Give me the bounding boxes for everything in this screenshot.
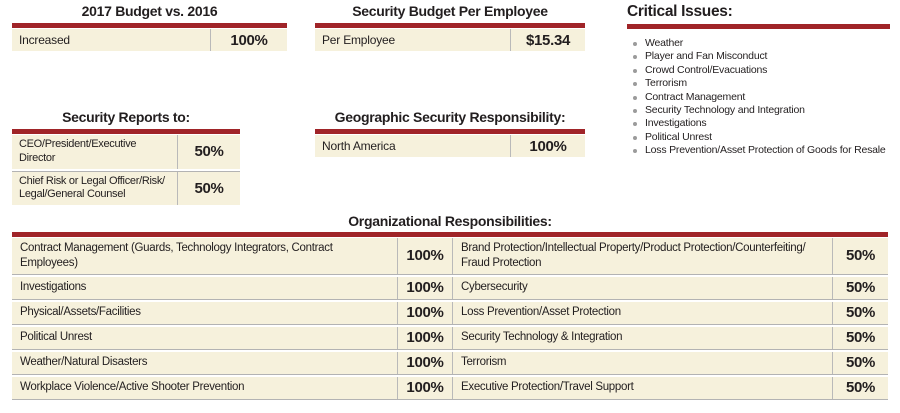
- list-item: [627, 131, 890, 144]
- bullet-icon: [633, 109, 637, 113]
- row-value: 100%: [510, 135, 585, 157]
- row-value: $15.34: [510, 29, 585, 51]
- reports-to-panel-title: Security Reports to:: [62, 109, 190, 125]
- panel-budget-per-employee: [315, 3, 585, 51]
- list-item: [627, 91, 890, 104]
- left-label: Workplace Violence/​Active Shooter Prevention: [20, 381, 245, 394]
- left-value: 100%: [397, 327, 452, 349]
- left-label: Weather/​Natural Disasters: [20, 356, 148, 369]
- red-divider-bar: [315, 129, 585, 134]
- list-item: [627, 50, 890, 63]
- list-item-label: Weather: [645, 37, 684, 49]
- list-item-label: Terrorism: [645, 77, 687, 90]
- list-item-label: Investigations: [645, 117, 707, 130]
- right-value: 50%: [832, 327, 888, 349]
- table-row: [12, 135, 240, 169]
- left-label: Physical/​Assets/​Facilities: [20, 306, 141, 319]
- per-employee-panel-title: Security Budget Per Employee: [352, 3, 548, 19]
- right-label: Brand Protection/​Intellectual Property/​Product Protection/​Counterfeiting/​Fraud Protection: [452, 238, 832, 274]
- critical-issues-list: [627, 37, 890, 158]
- org-responsibilities-title: Organizational Responsibilities:: [348, 213, 552, 229]
- bullet-icon: [633, 122, 637, 126]
- bullet-icon: [633, 136, 637, 140]
- list-item-label: Loss Prevention/​Asset Protection of Goods for Resale: [645, 144, 886, 157]
- table-row: [12, 352, 888, 375]
- critical-issues-title: Critical Issues:: [627, 3, 733, 20]
- table-row: [12, 377, 888, 400]
- red-divider-bar: [12, 23, 287, 28]
- row-label: North America: [322, 138, 396, 153]
- left-value: 100%: [397, 238, 452, 274]
- left-label: Investigations: [20, 281, 87, 294]
- left-label: Contract Management (Guards, Technology Integrators, Contract Employees): [20, 242, 333, 269]
- bullet-icon: [633, 69, 637, 73]
- table-row: [315, 135, 585, 157]
- left-value: 100%: [397, 277, 452, 299]
- left-value: 100%: [397, 302, 452, 324]
- table-row: [12, 302, 888, 325]
- red-divider-bar: [12, 129, 240, 134]
- list-item-label: Contract Management: [645, 90, 746, 103]
- list-item: [627, 104, 890, 117]
- table-row: [315, 29, 585, 51]
- list-item: [627, 77, 890, 90]
- row-label: Chief Risk or Legal Officer/​Risk/​Legal/​General Counsel: [19, 174, 165, 201]
- red-divider-bar: [627, 24, 890, 29]
- bullet-icon: [633, 149, 637, 153]
- panel-critical-issues: [627, 3, 890, 158]
- red-divider-bar: [12, 232, 888, 237]
- right-value: 50%: [832, 238, 888, 274]
- table-row: [12, 277, 888, 300]
- row-label: CEO/​President/​Executive Director: [19, 138, 137, 164]
- bullet-icon: [633, 82, 637, 86]
- list-item-label: Crowd Control/​Evacuations: [645, 63, 768, 76]
- row-value: 100%: [210, 29, 287, 51]
- list-item-label: Political Unrest: [645, 130, 712, 143]
- geographic-panel-title: Geographic Security Responsibility:: [334, 109, 566, 125]
- bullet-icon: [633, 42, 637, 46]
- table-row: [12, 29, 287, 51]
- left-value: 100%: [397, 377, 452, 399]
- right-value: 50%: [832, 277, 888, 299]
- right-label: Loss Prevention/​Asset Protection: [452, 302, 832, 324]
- row-value: 50%: [177, 135, 240, 169]
- row-label: Increased: [19, 32, 70, 47]
- panel-security-reports-to: [12, 109, 240, 205]
- bullet-icon: [633, 96, 637, 100]
- table-row: [12, 327, 888, 350]
- budget-panel-title: 2017 Budget vs. 2016: [81, 3, 218, 19]
- table-row: [12, 171, 240, 206]
- right-label: Terrorism: [452, 352, 832, 374]
- list-item: [627, 144, 890, 157]
- list-item-label: Security Technology and Integration: [645, 104, 805, 117]
- panel-geographic-responsibility: [315, 109, 585, 157]
- list-item: [627, 37, 890, 50]
- right-value: 50%: [832, 302, 888, 324]
- row-label: Per Employee: [322, 32, 395, 47]
- panel-organizational-responsibilities: [12, 213, 888, 402]
- right-label: Cybersecurity: [452, 277, 832, 299]
- right-label: Security Technology & Integration: [452, 327, 832, 349]
- panel-budget-vs-2016: [12, 3, 287, 51]
- red-divider-bar: [315, 23, 585, 28]
- right-value: 50%: [832, 377, 888, 399]
- list-item-label: Player and Fan Misconduct: [645, 50, 768, 63]
- bullet-icon: [633, 55, 637, 59]
- list-item: [627, 117, 890, 130]
- table-row: [12, 238, 888, 275]
- right-label: Executive Protection/​Travel Support: [452, 377, 832, 399]
- left-label: Political Unrest: [20, 331, 92, 344]
- left-value: 100%: [397, 352, 452, 374]
- row-value: 50%: [177, 172, 240, 206]
- right-value: 50%: [832, 352, 888, 374]
- list-item: [627, 64, 890, 77]
